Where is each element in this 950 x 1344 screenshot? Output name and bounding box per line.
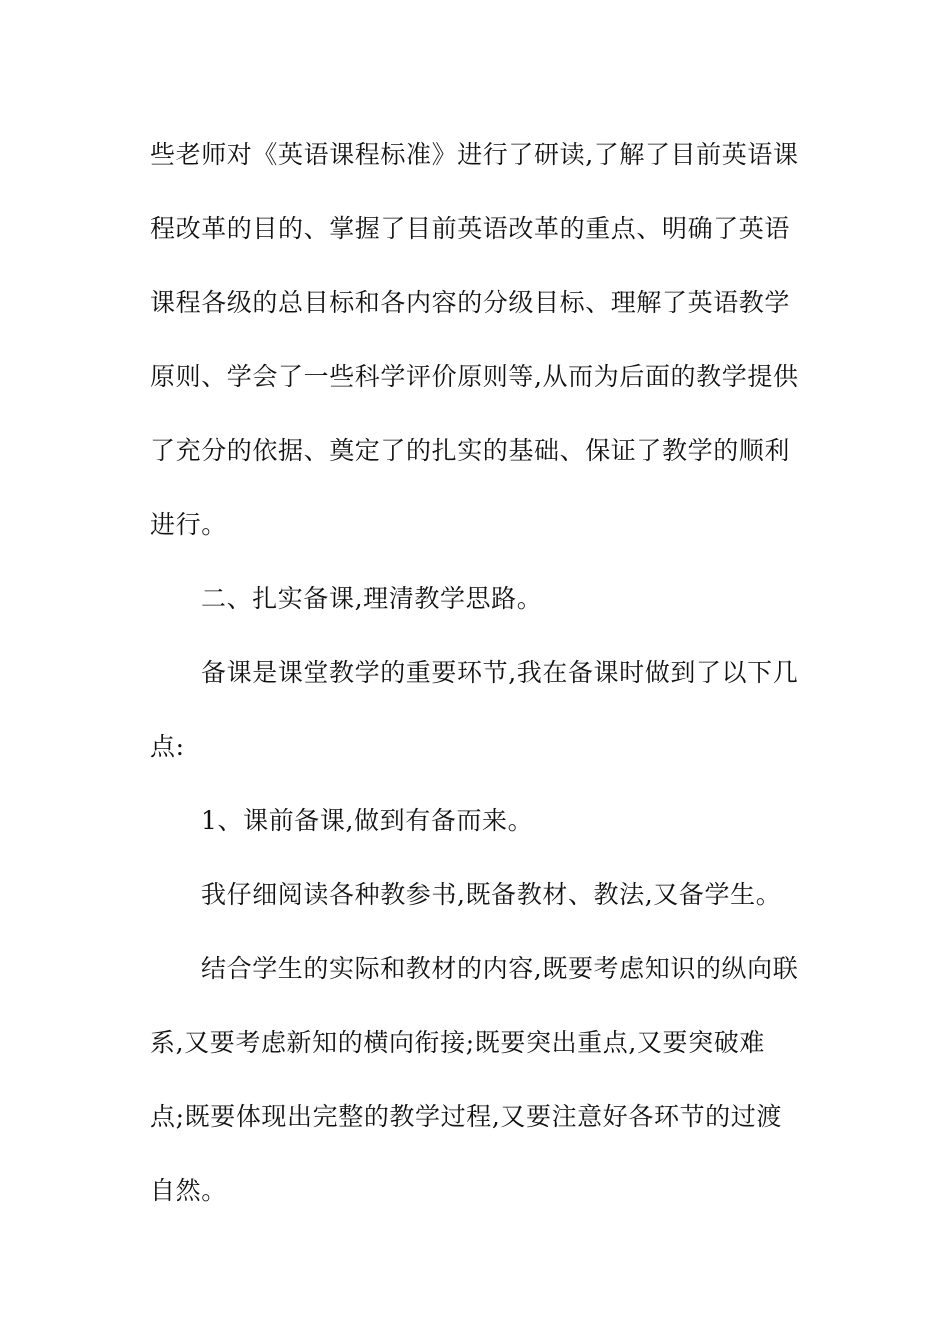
text-line: 备课是课堂教学的重要环节,我在备课时做到了以下几 [201, 658, 799, 687]
text-line: 程改革的目的、掌握了目前英语改革的重点、明确了英语 [150, 214, 791, 243]
text-line: 课程各级的总目标和各内容的分级目标、理解了英语教学 [150, 288, 791, 317]
text-line: 结合学生的实际和教材的内容,既要考虑知识的纵向联 [201, 954, 799, 983]
text-line: 点: [150, 732, 185, 761]
text-line: 进行。 [150, 510, 227, 539]
section-heading: 二、扎实备课,理清教学思路。 [201, 584, 543, 613]
document-body [150, 118, 810, 1228]
text-line: 系,又要考虑新知的横向衔接;既要突出重点,又要突破难 [150, 1028, 765, 1057]
text-line: 了充分的依据、奠定了的扎实的基础、保证了教学的顺利 [150, 436, 791, 465]
text-line: 我仔细阅读各种教参书,既备教材、教法,又备学生。 [201, 880, 782, 909]
text-line: 原则、学会了一些科学评价原则等,从而为后面的教学提供 [150, 362, 799, 391]
text-line: 些老师对《英语课程标准》进行了研读,了解了目前英语课 [150, 140, 799, 169]
text-line: 自然。 [150, 1176, 227, 1205]
text-line: 点;既要体现出完整的教学过程,又要注意好各环节的过渡 [150, 1102, 782, 1131]
subsection-heading: 1、课前备课,做到有备而来。 [201, 806, 534, 835]
